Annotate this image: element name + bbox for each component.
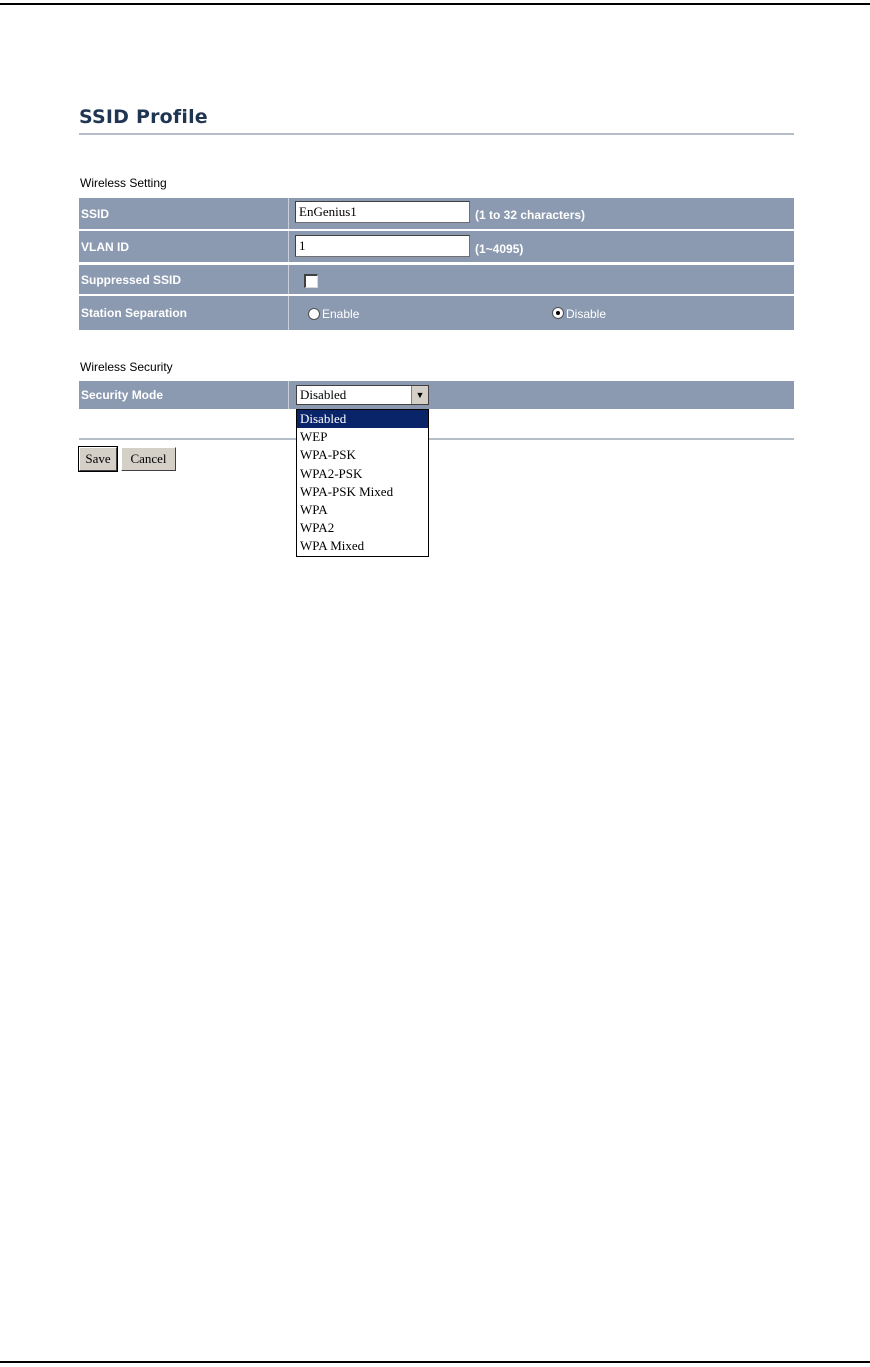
ssid-input[interactable]: EnGenius1 bbox=[295, 201, 470, 223]
wireless-security-heading: Wireless Security bbox=[80, 360, 173, 374]
station-separation-disable-radio[interactable] bbox=[552, 307, 564, 319]
security-mode-row bbox=[79, 381, 794, 409]
ssid-label: SSID bbox=[81, 206, 110, 221]
page-title: SSID Profile bbox=[79, 106, 208, 128]
ssid-hint: (1 to 32 characters) bbox=[475, 208, 586, 222]
row-separator bbox=[288, 231, 289, 262]
security-mode-select-value: Disabled bbox=[300, 387, 347, 402]
vlan-id-label: VLAN ID bbox=[81, 239, 129, 254]
security-mode-label: Security Mode bbox=[81, 388, 164, 402]
security-mode-option-wpa[interactable]: WPA bbox=[300, 501, 328, 517]
ssid-row bbox=[79, 198, 794, 229]
row-separator bbox=[288, 265, 289, 294]
security-mode-dropdown-list bbox=[296, 409, 429, 557]
vlan-id-hint: (1~4095) bbox=[475, 242, 524, 256]
suppressed-ssid-row bbox=[79, 265, 794, 294]
security-mode-select[interactable] bbox=[296, 385, 429, 405]
security-mode-option-wpa-psk-mixed[interactable]: WPA-PSK Mixed bbox=[300, 483, 394, 499]
security-mode-option-wpa-psk[interactable]: WPA-PSK bbox=[300, 447, 356, 463]
row-separator bbox=[288, 381, 289, 409]
security-mode-option-wpa2-psk[interactable]: WPA2-PSK bbox=[300, 465, 363, 481]
cancel-button[interactable]: Cancel bbox=[121, 447, 176, 471]
row-separator bbox=[288, 198, 289, 229]
security-mode-option-wep[interactable]: WEP bbox=[300, 429, 328, 445]
row-separator bbox=[288, 296, 289, 330]
vlan-id-row bbox=[79, 231, 794, 262]
security-mode-option-wpa2[interactable]: WPA2 bbox=[300, 520, 335, 536]
suppressed-ssid-label: Suppressed SSID bbox=[81, 272, 182, 287]
title-divider bbox=[79, 133, 794, 135]
page-top-rule bbox=[0, 3, 870, 5]
station-separation-disable-label: Disable bbox=[566, 307, 607, 321]
footer-divider bbox=[79, 438, 794, 440]
station-separation-enable-label: Enable bbox=[322, 307, 360, 321]
station-separation-label: Station Separation bbox=[81, 306, 188, 320]
save-button[interactable]: Save bbox=[79, 447, 117, 471]
suppressed-ssid-checkbox[interactable] bbox=[304, 274, 318, 288]
vlan-id-input[interactable]: 1 bbox=[295, 235, 470, 257]
station-separation-row bbox=[79, 296, 794, 330]
security-mode-option-disabled[interactable]: Disabled bbox=[297, 410, 428, 428]
security-mode-option-wpa-mixed[interactable]: WPA Mixed bbox=[300, 538, 365, 554]
wireless-setting-heading: Wireless Setting bbox=[80, 176, 167, 190]
chevron-down-icon[interactable]: ▼ bbox=[411, 386, 428, 404]
page-bottom-rule bbox=[0, 1361, 870, 1363]
station-separation-enable-radio[interactable] bbox=[308, 308, 320, 320]
